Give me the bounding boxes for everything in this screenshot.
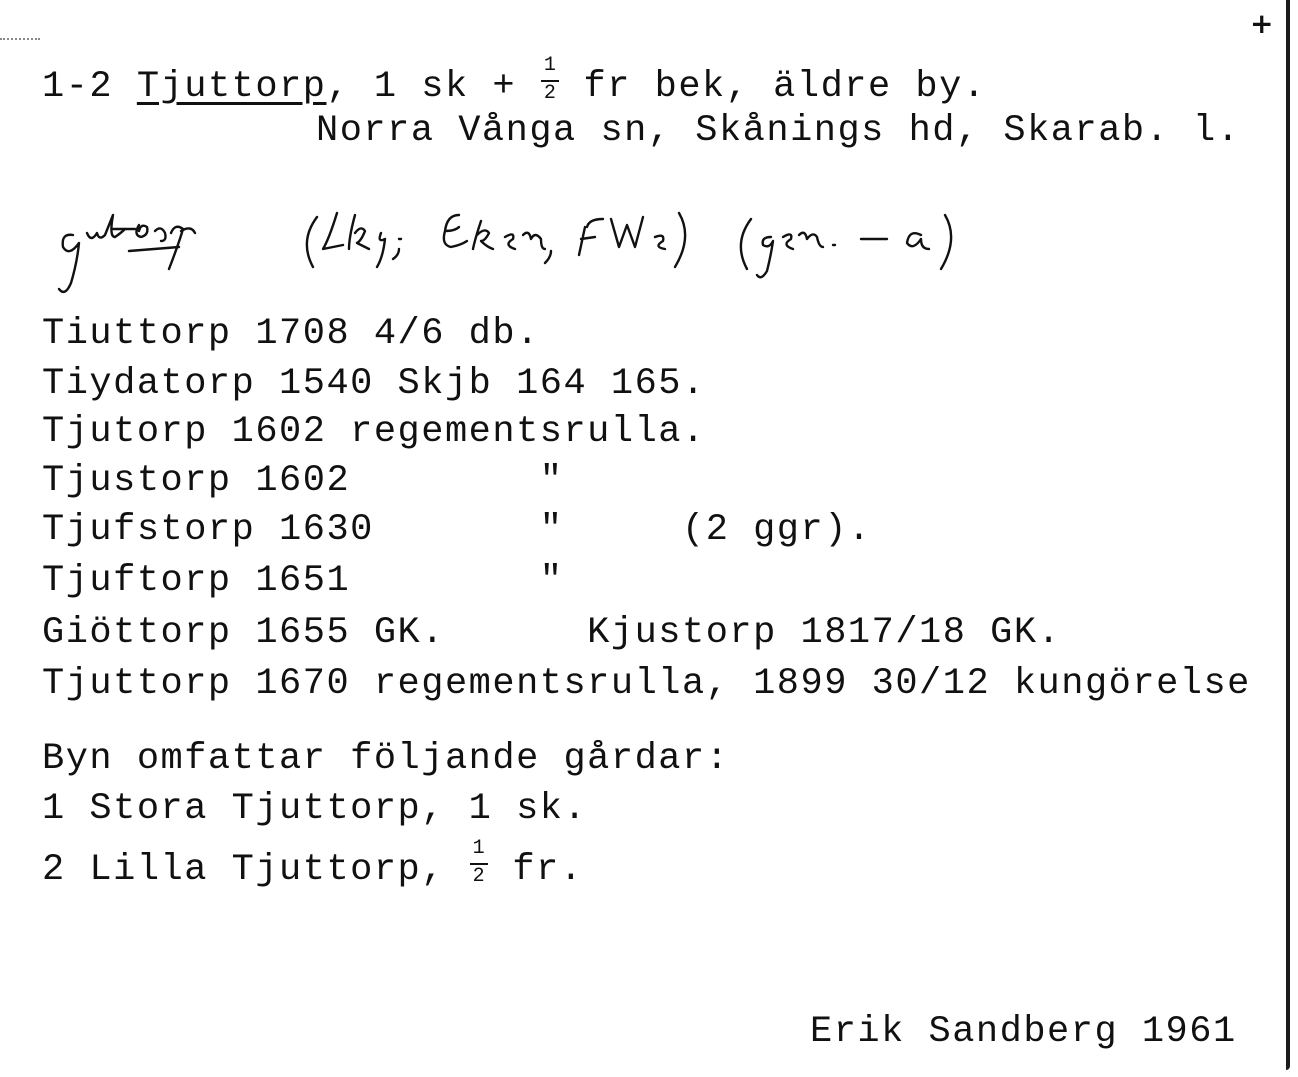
- size-text-b: fr bek, äldre by.: [559, 66, 987, 108]
- half-fraction: $\frac{1}{2}$: [469, 845, 489, 885]
- farm-row-text: fr.: [488, 849, 584, 891]
- name-form-row: Tjutorp 1602 regementsrulla.: [42, 411, 706, 453]
- name-form-row: Tjuftorp 1651 ": [42, 560, 564, 602]
- name-form-row: Giöttorp 1655 GK. Kjustorp 1817/18 GK.: [42, 612, 1062, 654]
- signature: Erik Sandberg 1961: [810, 1011, 1237, 1053]
- farm-row: 1 Stora Tjuttorp, 1 sk.: [42, 788, 588, 830]
- card-right-edge: [1286, 0, 1290, 1070]
- top-left-dots: [0, 38, 40, 40]
- name-form-row: Tjufstorp 1630 " (2 ggr).: [42, 509, 872, 551]
- place-name: Tjuttorp: [136, 66, 327, 108]
- name-form-row: Tiuttorp 1708 4/6 db.: [42, 313, 540, 355]
- header-line: [42, 54, 987, 108]
- handwritten-note: [55, 195, 1015, 305]
- name-form-row: Tiydatorp 1540 Skjb 164 165.: [42, 363, 706, 405]
- farms-heading: Byn omfattar följande gårdar:: [42, 738, 730, 780]
- name-form-row: Tjuttorp 1670 regementsrulla, 1899 30/12 kungörelse: [42, 666, 1251, 703]
- record-number: 1-2: [42, 66, 114, 108]
- size-text-a: , 1 sk +: [326, 66, 540, 108]
- location-line: Norra Vånga sn, Skånings hd, Skarab. l.: [316, 110, 1241, 152]
- name-form-row: Tjustorp 1602 ": [42, 460, 564, 502]
- corner-plus-mark: +: [1250, 7, 1274, 40]
- half-fraction: $\frac{1}{2}$: [540, 62, 560, 102]
- farm-row-text: 2 Lilla Tjuttorp,: [42, 849, 469, 891]
- farm-row: [42, 837, 584, 891]
